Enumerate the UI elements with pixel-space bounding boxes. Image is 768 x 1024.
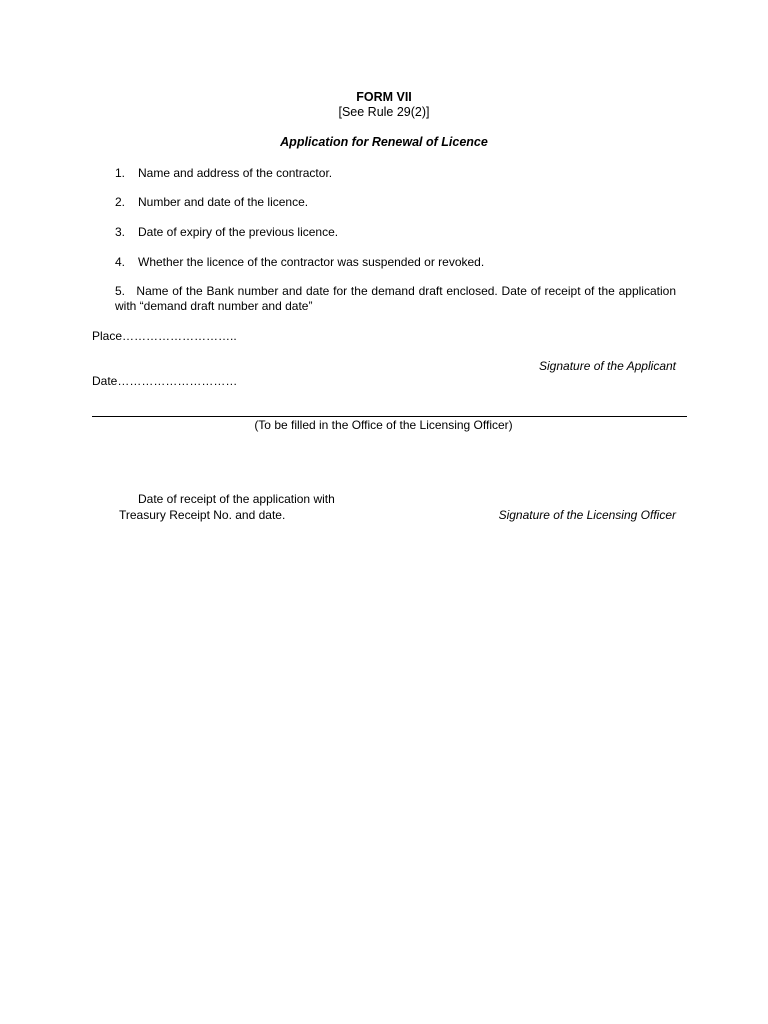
item-text: Number and date of the licence.	[138, 195, 309, 209]
form-title: FORM VII	[356, 90, 412, 104]
item-text: Name of the Bank number and date for the demand draft enclosed. Date of receipt of the application with “demand draft number and date”	[115, 284, 676, 313]
item-text: Date of expiry of the previous licence.	[138, 225, 339, 239]
list-item	[115, 284, 676, 314]
date-field: Date…………………………	[92, 374, 238, 388]
applicant-signature-label: Signature of the Applicant	[539, 359, 676, 373]
licensing-officer-signature-label: Signature of the Licensing Officer	[498, 508, 676, 522]
item-text: Whether the licence of the contractor was suspended or revoked.	[138, 255, 485, 269]
item-number: 3.	[115, 225, 126, 239]
place-field: Place………………………..	[92, 329, 237, 343]
office-use-note: (To be filled in the Office of the Licensing Officer)	[254, 418, 513, 432]
form-heading: Application for Renewal of Licence	[280, 135, 488, 149]
receipt-label-line-1: Date of receipt of the application with	[138, 492, 335, 506]
item-text: Name and address of the contractor.	[138, 166, 333, 180]
item-number: 1.	[115, 166, 126, 180]
item-number: 4.	[115, 255, 126, 269]
receipt-label-line-2: Treasury Receipt No. and date.	[119, 508, 286, 522]
rule-reference: [See Rule 29(2)]	[338, 105, 430, 119]
divider	[92, 416, 687, 417]
item-number: 5.	[115, 284, 126, 298]
item-number: 2.	[115, 195, 126, 209]
